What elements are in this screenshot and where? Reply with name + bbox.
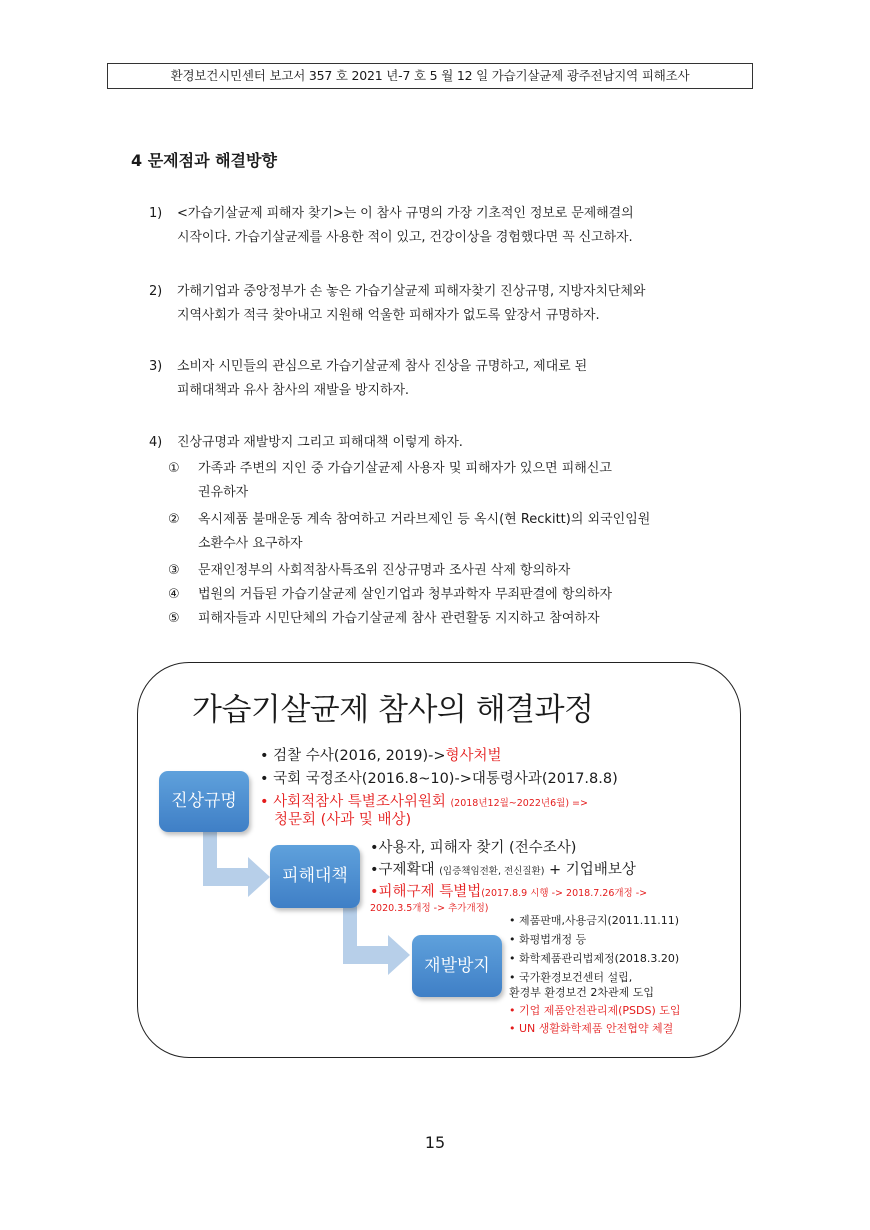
page-number: 15 [424,1133,446,1152]
paragraph-line: 시작이다. 가습기살균제를 사용한 적이 있고, 건강이상을 경험했다면 꼭 신고하자. [177,230,633,245]
report-header: 환경보건시민센터 보고서 357 호 2021 년-7 호 5 월 12 일 가습기살균제 광주전남지역 피해조사 [107,63,753,89]
paragraph-line: 피해대책과 유사 참사의 재발을 방지하자. [177,383,409,398]
bullet-text: • 검찰 수사(2016, 2019)-> [260,748,446,764]
bullet-find-victims: •사용자, 피해자 찾기 (전수조사) [370,840,577,856]
paragraph-number: 1) [149,206,163,221]
sub-item-line: 권유하자 [198,485,249,500]
bullet-special-act-cont: 2020.3.5개정 -> 추가개정) [370,903,489,914]
box-truth-finding: 진상규명 [159,771,249,832]
arrow-2 [343,906,410,975]
sub-item-line: 가족과 주변의 지인 중 가습기살균제 사용자 및 피해자가 있으면 피해신고 [198,461,612,476]
bullet-text: • 사회적참사 특별조사위원회 [260,794,451,810]
sub-item-line: 문재인정부의 사회적참사특조위 진상규명과 조사권 삭제 항의하자 [198,563,571,578]
bullet-highlight: 형사처벌 [445,748,502,764]
box-recurrence-prevention: 재발방지 [412,935,502,997]
bullet-health-center-cont: 환경부 환경보건 2차관제 도입 [509,986,654,999]
paragraph-number: 4) [149,435,163,450]
bullet-national-assembly: • 국회 국정조사(2016.8~10)->대통령사과(2017.8.8) [260,771,618,787]
bullet-k-reach: • 화평법개정 등 [509,933,587,946]
bullet-small-text: (2018년12월~2022년6월) => [450,798,588,809]
circled-number: ⑤ [168,611,180,626]
bullet-text: •구제확대 [370,862,440,878]
sub-item-line: 피해자들과 시민단체의 가습기살균제 참사 관련활동 지지하고 참여하자 [198,611,600,626]
paragraph-line: 진상규명과 재발방지 그리고 피해대책 이렇게 하자. [177,435,463,450]
sub-item-line: 옥시제품 불매운동 계속 참여하고 거라브제인 등 옥시(현 Reckitt)의 외국인임원 [198,512,651,527]
paragraph-line: 소비자 시민들의 관심으로 가습기살균제 참사 진상을 규명하고, 제대로 된 [177,359,588,374]
sub-item-line: 소환수사 요구하자 [198,536,303,551]
circled-number: ③ [168,563,180,578]
sub-item-line: 법원의 거듭된 가습기살균제 살인기업과 청부과학자 무죄판결에 항의하자 [198,587,613,602]
bullet-special-act [370,880,647,901]
paragraph-line: 가해기업과 중앙정부가 손 놓은 가습기살균제 피해자찾기 진상규명, 지방자치단체와 [177,284,646,299]
bullet-un-convention: • UN 생활화학제품 안전협약 체결 [509,1022,674,1035]
bullet-chemical-act: • 화학제품관리법제정(2018.3.20) [509,952,680,965]
paragraph-number: 3) [149,359,163,374]
bullet-prosecution [260,744,502,765]
bullet-text: •피해구제 특별법 [370,884,482,900]
paragraph-line: 지역사회가 적극 찾아내고 지원해 억울한 피해자가 없도록 앞장서 규명하자. [177,308,600,323]
circled-number: ① [168,461,180,476]
bullet-small-text: (입증책임전환, 전신질환) [439,866,545,877]
bullet-small-text: (2017.8.9 시행 -> 2018.7.26개정 -> [481,888,648,899]
paragraph-line: <가습기살균제 피해자 찾기>는 이 참사 규명의 가장 기초적인 정보로 문제해결의 [177,206,634,221]
circled-number: ④ [168,587,180,602]
box-victim-measures: 피해대책 [270,845,360,908]
bullet-psds: • 기업 제품안전관리제(PSDS) 도입 [509,1004,681,1017]
bullet-health-center: • 국가환경보건센터 설립, [509,971,633,984]
bullet-sales-ban: • 제품판매,사용금지(2011.11.11) [509,914,680,927]
section-title: 4 문제점과 해결방향 [131,151,277,170]
bullet-text: + 기업배보상 [544,862,636,878]
bullet-relief-expansion [370,858,636,879]
slide-title: 가습기살균제 참사의 해결과정 [192,692,594,728]
bullet-hearing: 청문회 (사과 및 배상) [274,812,412,828]
paragraph-number: 2) [149,284,163,299]
circled-number: ② [168,512,180,527]
arrow-1 [203,832,270,897]
